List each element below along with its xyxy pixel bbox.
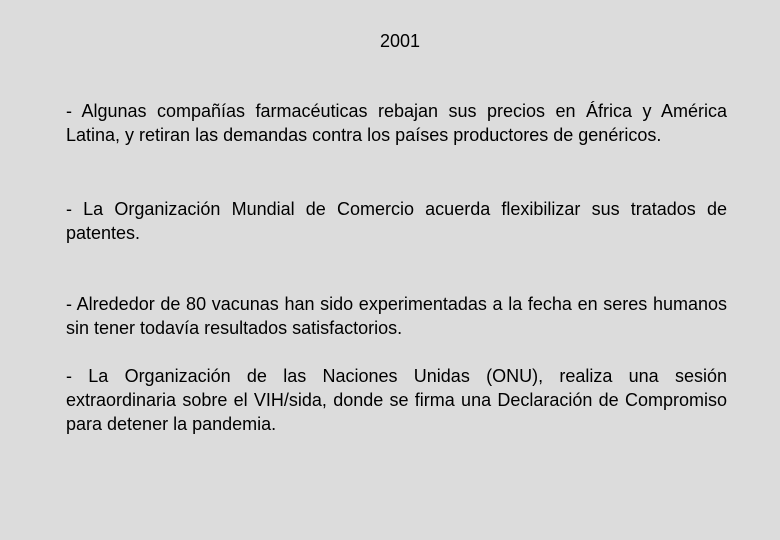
page-title: 2001 bbox=[379, 31, 421, 51]
paragraph-vaccines: - Alrededor de 80 vacunas han sido experimentadas a la fecha en seres humanos sin tener todavía resultados satisfactorios. bbox=[66, 294, 727, 338]
paragraph-un-session: - La Organización de las Naciones Unidas (ONU), realiza una sesión extraordinaria sobre el VIH/sida, donde se firma una Declaración de Compromiso para detener la pandemia. bbox=[66, 366, 727, 434]
paragraph-wto-patents: - La Organización Mundial de Comercio acuerda flexibilizar sus tratados de patentes. bbox=[66, 199, 727, 243]
paragraph-pharma-prices: - Algunas compañías farmacéuticas rebajan sus precios en África y América Latina, y retiran las demandas contra los países productores de genéricos. bbox=[66, 101, 727, 145]
